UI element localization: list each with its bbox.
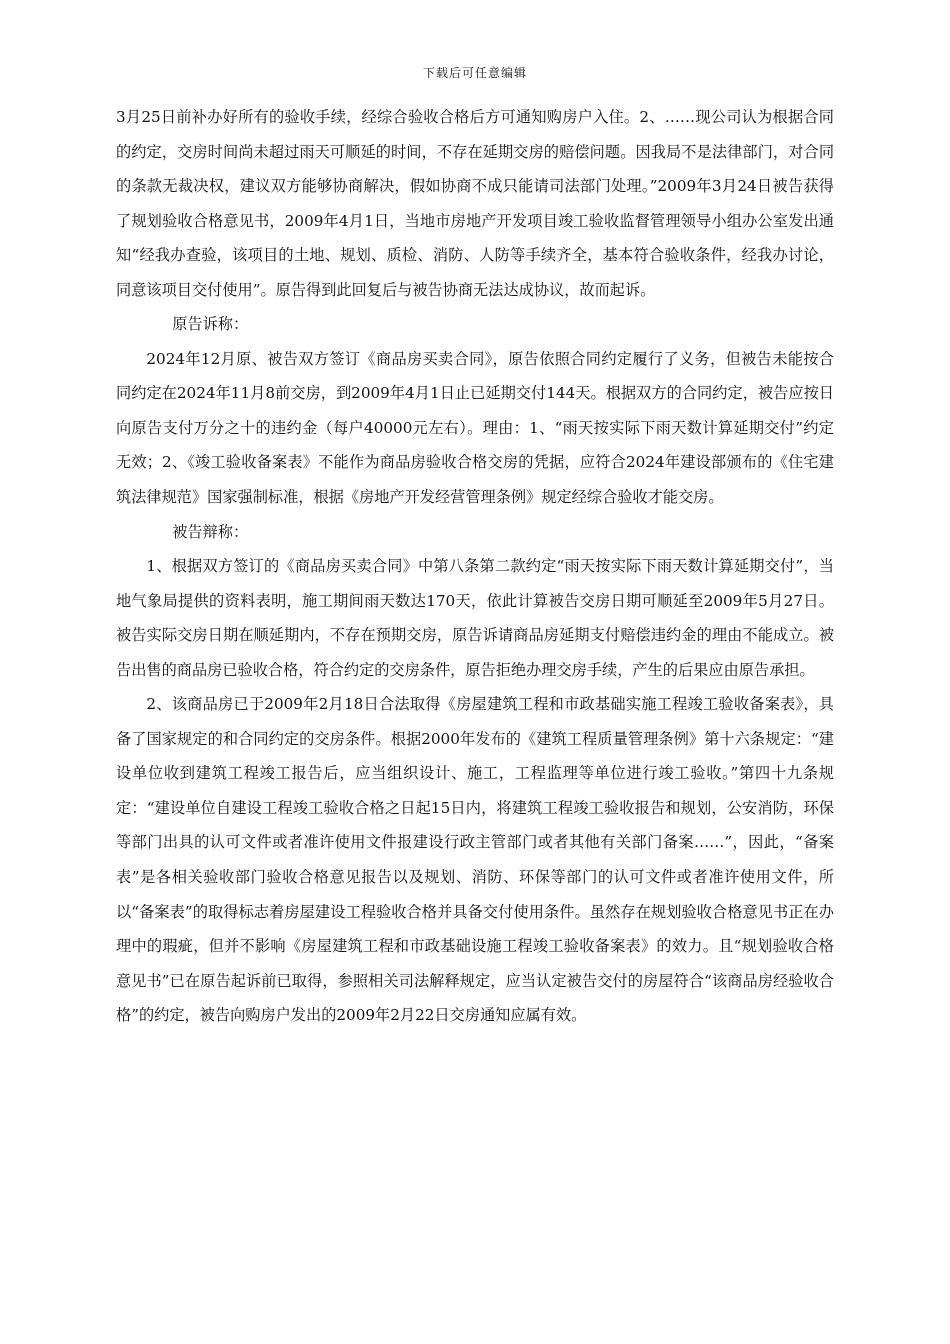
plaintiff-claim-heading: 原告诉称： <box>172 315 249 334</box>
document-body <box>116 100 834 1033</box>
paragraph-plaintiff-claim: 2024年12月原、被告双方签订《商品房买卖合同》，原告依照合同约定履行了义务，但被告未能按合同约定在2024年11月8前交房，到2009年4月1日止已延期交付144天。根据双方的合同约定，被告应按日向原告支付万分之十的违约金（每户40000元左右）。理由：1、“雨天按实际下雨天数计算延期交付”约定无效；2、《竣工验收备案表》不能作为商品房验收合格交房的凭据，应符合2024年建设部颁布的《住宅建筑法律规范》国家强制标准，根据《房地产开发经营管理条例》规定经综合验收才能交房。 <box>116 349 834 507</box>
paragraph-background: 3月25日前补办好所有的验收手续，经综合验收合格后方可通知购房户入住。2、……现公司认为根据合同的约定，交房时间尚未超过雨天可顺延的时间，不存在延期交房的赔偿问题。因我局不是法律部门，对合同的条款无裁决权，建议双方能够协商解决，假如协商不成只能请司法部门处理。”2009年3月24日被告获得了规划验收合格意见书，2009年4月1日，当地市房地产开发项目竣工验收监督管理领导小组办公室发出通知“经我办查验，该项目的土地、规划、质检、消防、人防等手续齐全，基本符合验收条件，经我办讨论，同意该项目交付使用”。原告得到此回复后与被告协商无法达成协议，故而起诉。 <box>116 108 834 299</box>
paragraph-defense-point-1: 1、根据双方签订的《商品房买卖合同》中第八条第二款约定“雨天按实际下雨天数计算延期交付”，当地气象局提供的资料表明，施工期间雨天数达170天，依此计算被告交房日期可顺延至2009年5月27日。被告实际交房日期在顺延期内，不存在预期交房，原告诉请商品房延期支付赔偿违约金的理由不能成立。被告出售的商品房已验收合格，符合约定的交房条件，原告拒绝办理交房手续，产生的后果应由原告承担。 <box>116 557 834 679</box>
paragraph-defense-point-2: 2、该商品房已于2009年2月18日合法取得《房屋建筑工程和市政基础实施工程竣工验收备案表》，具备了国家规定的和合同约定的交房条件。根据2000年发布的《建筑工程质量管理条例》第十六条规定：“建设单位收到建筑工程竣工报告后，应当组织设计、施工，工程监理等单位进行竣工验收。”第四十九条规定：“建设单位自建设工程竣工验收合格之日起15日内，将建筑工程竣工验收报告和规划，公安消防，环保等部门出具的认可文件或者准许使用文件报建设行政主管部门或者其他有关部门备案……”，因此，“备案表”是各相关验收部门验收合格意见报告以及规划、消防、环保等部门的认可文件或者准许使用文件，所以“备案表”的取得标志着房屋建设工程验收合格并具备交付使用条件。虽然存在规划验收合格意见书正在办理中的瑕疵，但并不影响《房屋建筑工程和市政基础设施工程竣工验收备案表》的效力。且“规划验收合格意见书”已在原告起诉前已取得，参照相关司法解释规定，应当认定被告交付的房屋符合“该商品房经验收合格”的约定，被告向购房户发出的2009年2月22日交房通知应属有效。 <box>116 695 834 1025</box>
page-header: 下载后可任意编辑 <box>422 66 527 80</box>
defendant-defense-heading: 被告辩称： <box>172 522 249 541</box>
